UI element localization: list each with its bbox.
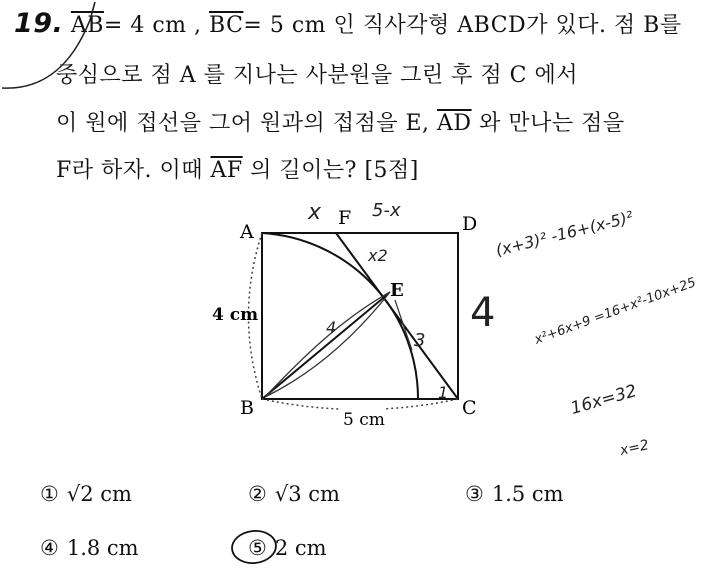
choice-5-circle-mark xyxy=(228,526,288,568)
quarter-circle xyxy=(262,233,418,399)
hand-arc-stroke xyxy=(2,2,95,88)
text-3c: 와 만나는 점을 xyxy=(479,111,625,136)
choice-3[interactable] xyxy=(465,482,564,506)
choice-2-mark: ② xyxy=(248,482,267,506)
choice-2[interactable] xyxy=(248,482,340,506)
tangent-fc xyxy=(336,233,458,399)
label-f: F xyxy=(338,207,352,229)
choice-5-mark: ⑤ xyxy=(248,536,267,560)
dotted-arc-bottom xyxy=(262,399,458,410)
text-4c: 의 길이는? [5점] xyxy=(250,158,419,183)
label-e: E xyxy=(390,280,404,301)
choice-3-mark: ③ xyxy=(465,482,484,506)
question-line-2: 중심으로 점 A 를 지나는 사분원을 그린 후 점 C 에서 xyxy=(56,63,578,88)
choice-4-text: 1.8 cm xyxy=(66,536,139,560)
hand-big-4: 4 xyxy=(470,290,496,336)
label-b: B xyxy=(240,397,254,419)
hand-x2: x2 xyxy=(368,246,388,265)
choice-1[interactable] xyxy=(40,482,132,506)
text-3a: 이 원에 접선을 그어 원과의 접점을 E, xyxy=(56,111,430,136)
segment-bc: $\overline{BC}$ xyxy=(209,13,244,38)
choice-4-mark: ④ xyxy=(40,536,59,560)
hand-1: 1 xyxy=(438,383,449,402)
question-number: 19. xyxy=(14,8,64,39)
label-a: A xyxy=(240,221,254,243)
segment-ad: $\overline{AD}$ xyxy=(437,111,472,136)
segment-ab: $\overline{AB}$ xyxy=(70,13,104,38)
label-d: D xyxy=(462,213,478,235)
hand-5-x: 5-x xyxy=(372,200,401,221)
label-c: C xyxy=(462,397,477,419)
segment-be xyxy=(262,294,388,399)
choice-2-text: √3 cm xyxy=(274,482,340,506)
label-side-bottom: 5 cm xyxy=(343,410,385,430)
hand-4-small: 4 xyxy=(326,318,337,337)
hand-x: x xyxy=(308,200,322,225)
text-1d: = 5 cm 인 직사각형 ABCD가 있다. 점 B를 xyxy=(243,13,682,38)
choice-4[interactable] xyxy=(40,536,139,560)
hand-3: 3 xyxy=(414,330,426,351)
hand-eq-4: x=2 xyxy=(618,437,651,459)
choice-5-text: 2 cm xyxy=(274,536,327,560)
segment-af: $\overline{AF}$ xyxy=(210,158,243,183)
choice-1-mark: ① xyxy=(40,482,59,506)
hand-eq-3: 16x=32 xyxy=(568,381,640,419)
choice-3-text: 1.5 cm xyxy=(491,482,564,506)
hand-eq-2: x²+6x+9 =16+x²-10x+25 xyxy=(532,275,699,348)
label-side-left: 4 cm xyxy=(212,305,259,325)
hand-arc-small xyxy=(395,300,412,350)
text-4a: F라 하자. 이때 xyxy=(56,158,204,183)
text-1b: = 4 cm , xyxy=(103,13,202,38)
hand-eq-1: (x+3)² -16+(x-5)² xyxy=(493,207,636,260)
choice-1-text: √2 cm xyxy=(66,482,132,506)
